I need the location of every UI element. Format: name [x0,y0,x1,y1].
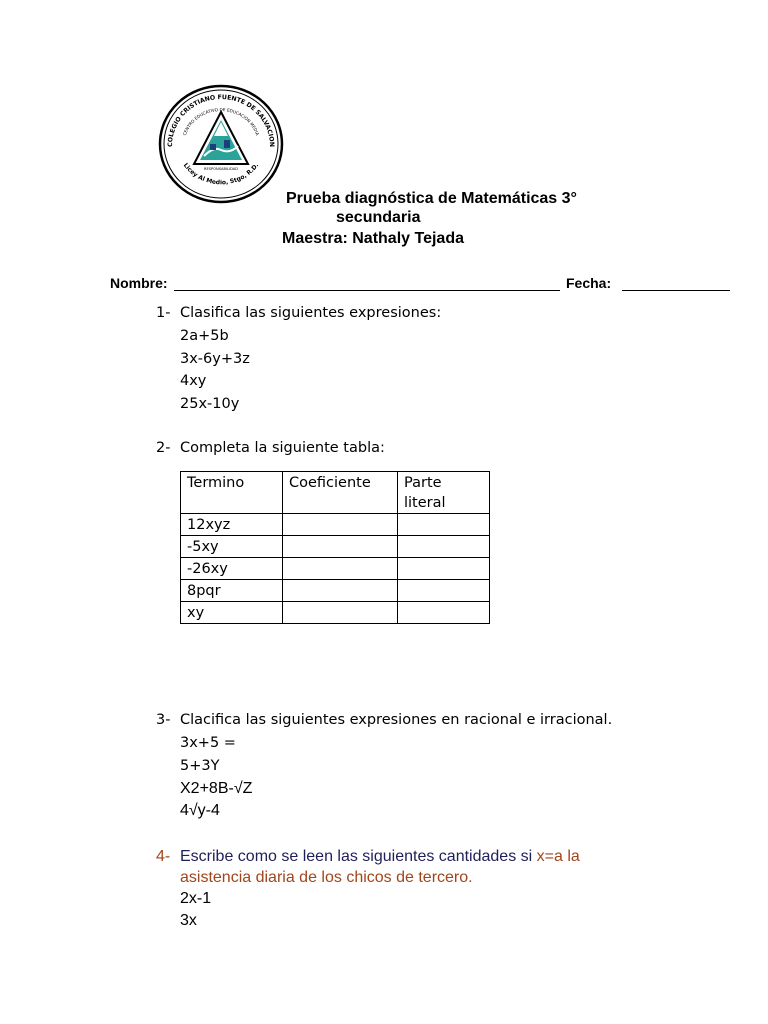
q1-expression-3: 4xy [180,373,207,389]
test-title: Prueba diagnóstica de Matemáticas 3° [286,190,577,207]
header-parte-literal: Parte literal [398,472,490,514]
date-label: Fecha: [566,275,612,291]
q4-expression-2: 3x [180,912,197,929]
seal-triangle-text: RESPONSABILIDAD [203,167,239,171]
question-2-number: 2- [156,440,171,456]
q1-expression-4: 25x-10y [180,396,240,412]
question-4-variable: x=a la [536,848,580,865]
table-row [181,536,490,558]
q1-expression-1: 2a+5b [180,328,229,344]
coefficient-cell[interactable] [283,558,398,580]
term-cell: xy [181,602,283,624]
question-2 [0,440,768,460]
question-4-number: 4- [156,848,171,865]
name-date-row [110,275,735,295]
coefficient-cell[interactable] [283,580,398,602]
question-2-text: Completa la siguiente tabla: [180,440,385,456]
table-header-row [181,472,490,514]
q3-expression-1: 3x+5 = [180,735,236,751]
literal-cell[interactable] [398,602,490,624]
question-1 [0,305,768,325]
question-1-number: 1- [156,305,171,321]
question-4 [0,848,768,868]
question-3 [0,712,768,732]
q3-expression-3: X2+8B-√Z [180,780,253,797]
question-3-number: 3- [156,712,171,728]
coefficient-cell[interactable] [283,514,398,536]
term-cell: -26xy [181,558,283,580]
coefficient-cell[interactable] [283,602,398,624]
school-seal-logo [158,84,284,204]
q4-expression-1: 2x-1 [180,890,212,907]
question-1-text: Clasifica las siguientes expresiones: [180,305,442,321]
seal-ring-text-top: COLEGIO CRISTIANO FUENTE DE SALVACION [166,93,276,148]
question-4-text: Escribe como se leen las siguientes cantidades si [180,848,533,865]
term-cell: 8pqr [181,580,283,602]
q1-expression-2: 3x-6y+3z [180,351,250,367]
terms-table [180,471,490,624]
header-coeficiente: Coeficiente [283,472,398,514]
name-label: Nombre: [110,275,168,291]
seal-ring-text-inner: CENTRO EDUCATIVO DE EDUCACION MEDIA [181,106,261,137]
header-termino: Termino [181,472,283,514]
name-blank-line[interactable] [174,276,560,291]
literal-cell[interactable] [398,514,490,536]
seal-triangle [194,112,248,164]
term-cell: -5xy [181,536,283,558]
table-row [181,580,490,602]
literal-cell[interactable] [398,558,490,580]
question-3-text: Claciﬁca las siguientes expresiones en racional e irracional. [180,712,613,728]
literal-cell[interactable] [398,580,490,602]
question-4-text-line2: asistencia diaria de los chicos de tercero. [180,869,473,886]
teacher-name: Maestra: Nathaly Tejada [282,230,464,247]
svg-text:Licey Al Medio, Stgo, R.D. [182,162,260,186]
q3-expression-4: 4√y-4 [180,802,220,819]
date-blank-line[interactable] [622,276,730,291]
table-row [181,514,490,536]
coefficient-cell[interactable] [283,536,398,558]
seal-ring-text-bottom: Licey Al Medio, Stgo, R.D. [181,162,261,187]
test-title-continued: secundaria [336,209,421,226]
literal-cell[interactable] [398,536,490,558]
table-row [181,602,490,624]
term-cell: 12xyz [181,514,283,536]
q3-expression-2: 5+3Y [180,758,220,774]
table-row [181,558,490,580]
